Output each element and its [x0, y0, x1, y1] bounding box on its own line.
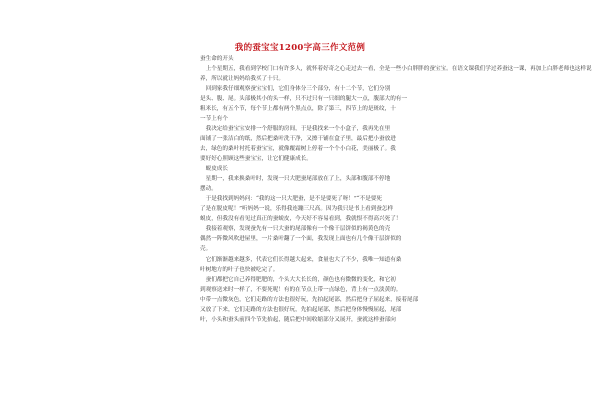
- text-line: 摆动。: [200, 186, 217, 193]
- text-line: 上个星期五，我看到学校门口有许多人，就怀着好奇之心走过去一看，全是一些小白胖胖的蚕宝宝。在语文课我们学过养蚕这一课，再加上白胖老师也这样说: [200, 65, 592, 72]
- text-line: 蜕皮成长: [200, 166, 228, 173]
- text-line: 我决定给蚕宝宝安排一个舒服的房间，于是我找来一个小盒子，我再先在里: [200, 125, 391, 132]
- text-line: 养，所以就让妈妈给我买了十只。: [200, 75, 284, 82]
- document-title: 我的蚕宝宝1200字高三作文范例: [234, 43, 366, 53]
- text-line: 面铺了一张洁白的纸，然后把桑叶洗干净，又擦干铺在盒子里，最后把小蚕放进: [200, 135, 396, 142]
- text-line: 要好好心照顾这些蚕宝宝，让它们健康成长。: [200, 156, 312, 162]
- text-line: 星期一，我来换桑叶时，发现一只大肥蚕尾部放在了上，头部和腹部不停地: [200, 176, 391, 183]
- text-line: 蜕皮，但我没有看见过真正的蚕蜕皮，今天好不容易看到，我就恨不得高兴死了！: [200, 216, 402, 223]
- text-line: 于是我找到妈妈问：“我的这一只大肥蚕，是不是要死了呀！”“不是要死: [200, 196, 382, 203]
- text-line: 壳。: [200, 246, 212, 253]
- text-line: 叶，小头和蚕头前四个节先抬起，随后把中间收缩部分又展开，蚕就这样蚕部向: [200, 316, 396, 323]
- text-line: 粗米长，有五个节，每个节上都有两个黑点点，除了第三，四节上的是斑纹，十: [200, 105, 396, 112]
- text-line: 回到家我仔细观察蚕宝宝们，它们身体分三个部分，有十二个节，它们分别: [200, 85, 391, 92]
- text-line: 蚕生命的开头: [200, 55, 234, 62]
- text-line: 叶树地方的叶子也快被吃完了。: [200, 266, 279, 273]
- text-line: 我接着观察，发现蚕先有一只大蚕的尾部像有一个像干层饼似的褐黄色的壳: [200, 226, 391, 233]
- text-line: 一节上有个: [200, 115, 228, 122]
- text-line: 蚕们都把它自己养得肥肥的，个头大大长长的，颜色也有微微的变化，和它初: [200, 276, 396, 283]
- text-line: 偶然一阵微风吹进屋里，一片桑叶翻了一个面，我发现上面也有几个像干层饼似的: [200, 236, 402, 243]
- text-line: 了是在脱皮呢！”听妈妈一说，乐得我连蹦三尺高。因为我只是书上看到蚕怎样: [200, 206, 394, 213]
- text-line: 它们渐渐越来越多，代表它们长得越大起来，食量也大了不少，我唯一知道有桑: [200, 256, 402, 263]
- text-line: 是头、腹、尾。头部极其小的头一样，只不过只有一只细的腿大一点，腹部大的有一: [200, 95, 407, 102]
- text-line: 到观察送来时一样了，不要死呢！有的在节点上带一点绿色，背上有一点淡黄的。: [200, 286, 402, 293]
- text-line: 中带一点微灰色，它们走路的方法也很好玩，先拍起尾部，然后把身子屈起来，接着尾部: [200, 296, 419, 303]
- text-line: 又放了下来，它们走路的方法也很好玩，先拍起尾部，然后把身体慢慢屈起，尾部: [200, 306, 402, 313]
- text-line: 去，绿色的桑叶衬托着蚕宝宝，就像覆霜树上停着一个个小白花，美丽极了。我: [200, 145, 396, 152]
